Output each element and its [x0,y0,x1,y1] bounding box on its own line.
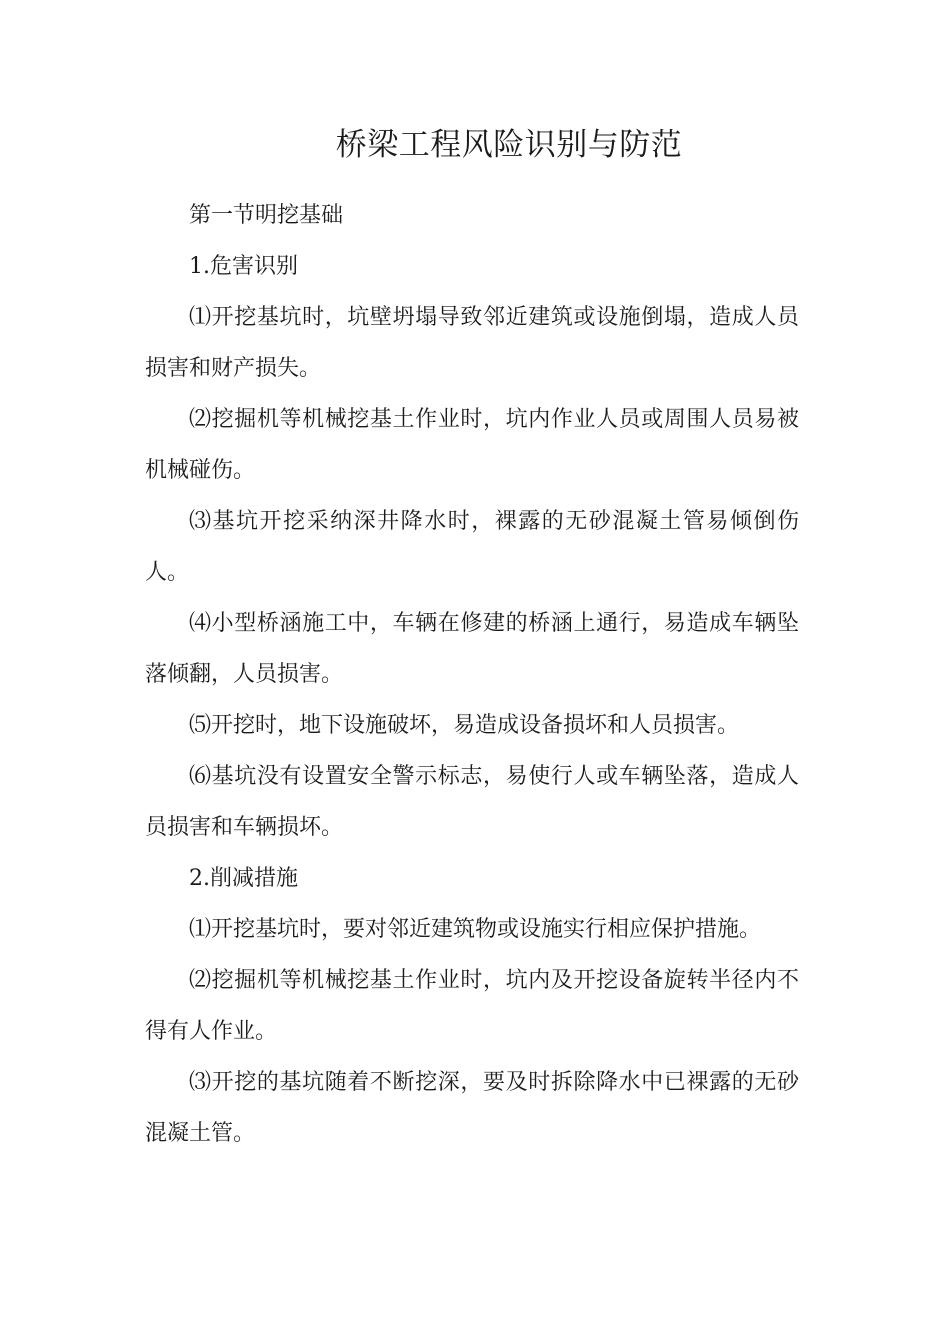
paragraph: ⑶开挖的基坑随着不断挖深，要及时拆除降水中已裸露的无砂混凝土管。 [145,1070,799,1146]
paragraph: ⑵挖掘机等机械挖基土作业时，坑内及开挖设备旋转半径内不得有人作业。 [145,968,799,1044]
paragraph: ⑵挖掘机等机械挖基土作业时，坑内作业人员或周围人员易被机械碰伤。 [145,407,799,483]
paragraph: ⑸开挖时，地下设施破坏，易造成设备损坏和人员损害。 [189,713,740,738]
subsection-heading-measures: 2.削减措施 [189,866,298,891]
subsection-heading-hazard: 1.危害识别 [189,254,298,279]
document-body [145,190,799,1159]
paragraph: ⑴开挖基坑时，要对邻近建筑物或设施实行相应保护措施。 [189,917,762,942]
paragraph: ⑷小型桥涵施工中，车辆在修建的桥涵上通行，易造成车辆坠落倾翻，人员损害。 [145,611,799,687]
paragraph: ⑹基坑没有设置安全警示标志，易使行人或车辆坠落，造成人员损害和车辆损坏。 [145,764,799,840]
section-heading: 第一节明挖基础 [189,203,344,228]
document-title: 桥梁工程风险识别与防范 [335,127,683,163]
paragraph: ⑴开挖基坑时，坑壁坍塌导致邻近建筑或设施倒塌，造成人员损害和财产损失。 [145,305,799,381]
paragraph: ⑶基坑开挖采纳深井降水时，裸露的无砂混凝土管易倾倒伤人。 [145,509,799,585]
